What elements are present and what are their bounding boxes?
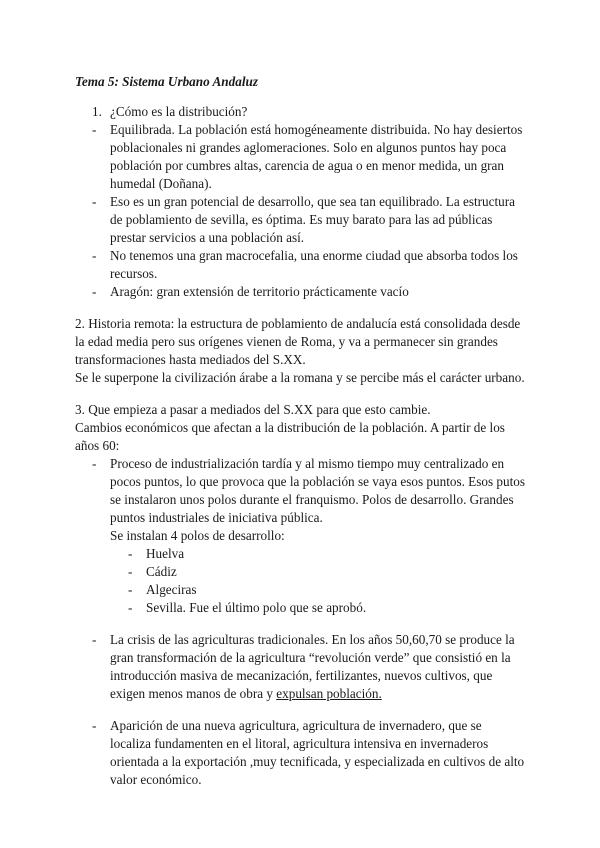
bullet-dash: - <box>92 122 97 137</box>
s3-item1-line3: se instalaron unos polos durante el franquismo. Polos de desarrollo. Grandes <box>110 492 514 507</box>
s3-intro-line1: Cambios económicos que afectan a la distribución de la población. A partir de los <box>75 420 505 435</box>
section1-heading: ¿Cómo es la distribución? <box>110 104 248 119</box>
pole-item: Cádiz <box>146 564 177 579</box>
s3-item3-line2: localiza fundamenten en el litoral, agricultura intensiva en invernaderos <box>110 736 489 751</box>
s1-item2-line1: Eso es un gran potencial de desarrollo, que sea tan equilibrado. La estructura <box>110 194 516 209</box>
s1-item1-line2: poblacionales ni grandes aglomeraciones. Solo en algunos puntos hay poca <box>110 140 507 155</box>
s3-item1-line1: Proceso de industrialización tardía y al mismo tiempo muy centralizado en <box>110 456 505 471</box>
s1-item1-line4: humedal (Doñana). <box>110 176 212 191</box>
pole-item: Sevilla. Fue el último polo que se aprobó. <box>146 600 367 615</box>
s1-item2-line2: de poblamiento de sevilla, es óptima. Es muy barato para las ad públicas <box>110 212 493 227</box>
s2-line3: transformaciones hasta mediados del S.XX. <box>75 352 306 367</box>
s1-item1-line1: Equilibrada. La población está homogéneamente distribuida. No hay desiertos <box>110 122 523 137</box>
s1-item4-line1: Aragón: gran extensión de territorio prácticamente vacío <box>110 284 409 299</box>
s2-line2: la edad media pero sus orígenes vienen de Roma, y va a permanecer sin grandes <box>75 334 498 349</box>
bullet-dash: - <box>92 718 97 733</box>
s3-item2-line3: introducción masiva de mecanización, fertilizantes, nuevos cultivos, que <box>110 668 493 683</box>
bullet-dash: - <box>92 248 97 263</box>
s1-item3-line2: recursos. <box>110 266 158 281</box>
document-title: Tema 5: Sistema Urbano Andaluz <box>75 74 258 89</box>
bullet-dash: - <box>128 600 133 615</box>
bullet-dash: - <box>92 284 97 299</box>
s1-item1-line3: población por cumbres altas, carencia de agua o en menor medida, un gran <box>110 158 505 173</box>
s2-line4: Se le superpone la civilización árabe a la romana y se percibe más el carácter urbano. <box>75 370 525 385</box>
s1-item2-line3: prestar servicios a una población así. <box>110 230 305 245</box>
s3-heading: 3. Que empieza a pasar a mediados del S.XX para que esto cambie. <box>75 402 431 417</box>
s2-line1: 2. Historia remota: la estructura de poblamiento de andalucía está consolidada desde <box>75 316 521 331</box>
s3-item1-line5: Se instalan 4 polos de desarrollo: <box>110 528 285 543</box>
bullet-dash: - <box>92 194 97 209</box>
pole-item: Algeciras <box>146 582 197 597</box>
s3-item2-line1: La crisis de las agriculturas tradicionales. En los años 50,60,70 se produce la <box>110 632 515 647</box>
underlined-phrase: expulsan población. <box>276 686 382 701</box>
s3-item1-line4: puntos industriales de iniciativa pública. <box>110 510 323 525</box>
bullet-dash: - <box>128 564 133 579</box>
s3-item2-line4 <box>110 685 382 703</box>
s3-item1-line2: pocos puntos, lo que provoca que la población se vaya esos puntos. Esos putos <box>110 474 525 489</box>
s1-item3-line1: No tenemos una gran macrocefalia, una enorme ciudad que absorba todos los <box>110 248 518 263</box>
s3-item3-line1: Aparición de una nueva agricultura, agricultura de invernadero, que se <box>110 718 482 733</box>
bullet-dash: - <box>128 582 133 597</box>
s3-intro-line2: años 60: <box>75 438 120 453</box>
bullet-dash: - <box>92 456 97 471</box>
bullet-dash: - <box>92 632 97 647</box>
s3-item2-line2: gran transformación de la agricultura “revolución verde” que consistió en la <box>110 650 511 665</box>
section1-number: 1. <box>92 104 102 119</box>
s3-item3-line4: valor económico. <box>110 772 202 787</box>
s3-item2-line4-plain: exigen menos manos de obra y <box>110 686 277 701</box>
bullet-dash: - <box>128 546 133 561</box>
s3-item3-line3: orientada a la exportación ,muy tecnificada, y especializada en cultivos de alto <box>110 754 525 769</box>
pole-item: Huelva <box>146 546 185 561</box>
